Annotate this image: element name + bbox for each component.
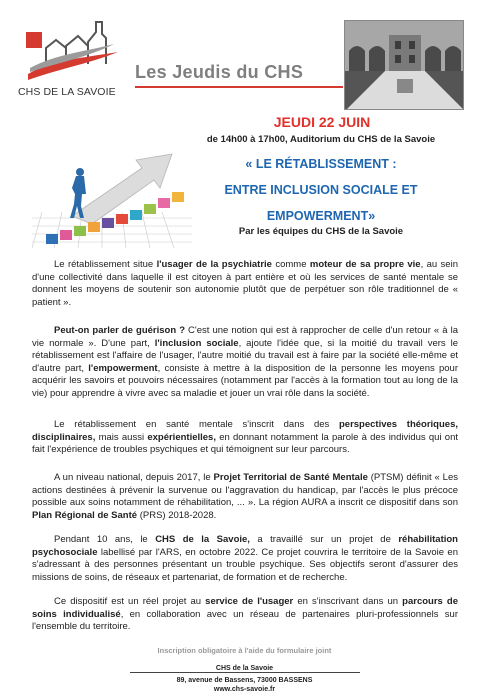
- footer-address-block: [0, 676, 489, 694]
- paragraph-1: [32, 259, 458, 309]
- emphasis-text: Projet Territorial de Santé Mentale: [213, 472, 368, 483]
- emphasis-text: service de l'usager: [205, 596, 294, 607]
- emphasis-text: CHS de la Savoie,: [155, 534, 250, 545]
- emphasis-text: l'inclusion sociale: [154, 337, 239, 349]
- footer-org: CHS de la Savoie: [215, 665, 274, 672]
- event-time-place: de 14h00 à 17h00, Auditorium du CHS de la Savoie: [206, 134, 436, 145]
- emphasis-text: Plan Régional de Santé: [32, 509, 138, 521]
- event-date: JEUDI 22 JUIN: [273, 114, 371, 130]
- body-text: Ce dispositif est un réel projet au: [54, 596, 206, 607]
- body-text: A un niveau national, depuis 2017, le: [54, 472, 214, 483]
- org-name: CHS DE LA SAVOIE: [18, 86, 116, 98]
- page-title: Les Jeudis du CHS: [135, 62, 304, 82]
- body-text: mais aussi: [95, 431, 148, 443]
- paragraph-6: [32, 596, 458, 634]
- footer-website-link[interactable]: www.chs-savoie.fr: [213, 686, 276, 693]
- paragraph-3: [32, 419, 458, 457]
- emphasis-text: expérientielles,: [147, 431, 216, 443]
- footer-address: 89, avenue de Bassens, 73000 BASSENS: [176, 677, 313, 684]
- building-courtyard-icon: [345, 21, 464, 110]
- emphasis-text: l'empowerment: [88, 362, 158, 374]
- emphasis-text: moteur de sa propre vie: [309, 259, 421, 270]
- body-text: , au sein d'une collectivité dans laquelle il est citoyen à part entière et où les services de santé mentale se donnent les moyens de soutenir son autonomie plutôt que de perpétuer son rôle traditionnel de « patient ».: [32, 259, 458, 308]
- chs-logo-icon: [22, 18, 122, 84]
- body-text: (PRS) 2018-2028.: [137, 509, 217, 521]
- body-text: Pendant 10 ans, le: [54, 534, 156, 545]
- chs-logo: [18, 18, 122, 102]
- paragraph-2: [32, 325, 458, 401]
- body-text: comme: [271, 259, 310, 270]
- body-text: Le rétablissement situe: [54, 259, 157, 270]
- body-text: C'est une notion qui est à rapprocher de celle d'un retour « à la vie normale ». D'une part,: [32, 325, 459, 349]
- event-title: [166, 151, 476, 229]
- building-courtyard-photo: [344, 20, 464, 110]
- body-text: labellisé par l'ARS, en octobre 2022. Ce projet couvrira le territoire de la Savoie en s'adressant à des personnes présentant un trouble psychique. Ses objectifs seront d'assurer des missions de soins, de réseaux et partenariat, de formation et de recherche.: [32, 546, 458, 583]
- emphasis-text: Peut-on parler de guérison ?: [54, 325, 185, 336]
- emphasis-text: l'usager de la psychiatrie: [156, 259, 272, 270]
- paragraph-4: [32, 472, 458, 522]
- event-title-line: ENTRE INCLUSION SOCIALE ET: [224, 183, 418, 197]
- body-text: Le rétablissement en santé mentale s'inscrit dans des: [54, 419, 339, 430]
- body-text: en s'inscrivant dans un: [293, 596, 403, 607]
- body-text: a travaillé sur un projet de: [249, 534, 399, 545]
- emphasis-text: réhabilitation psychosociale: [32, 534, 458, 558]
- paragraph-5: [32, 534, 458, 584]
- footer-divider: [130, 672, 360, 673]
- event-organizers: Par les équipes du CHS de la Savoie: [238, 226, 404, 237]
- event-title-line: « LE RÉTABLISSEMENT :: [245, 157, 397, 171]
- title-underline: [135, 86, 343, 88]
- body-text: , ajoute l'idée que, si la moitié du travail vers le rétablissement est l'affaire de l'usager, l'autre moitié du travail est à faire par la société elle-même et d'autre part,: [32, 337, 459, 374]
- registration-note: Inscription obligatoire à l'aide du formulaire joint: [157, 646, 332, 655]
- event-title-line: EMPOWERMENT»: [266, 209, 376, 223]
- body-text: en donnant notamment la parole à des individus qui ont fait l'expérience de troubles psychiques et qui témoignent sur leur parcours.: [32, 431, 459, 456]
- emphasis-text: parcours de soins individualisé: [32, 596, 458, 620]
- emphasis-text: perspectives théoriques, disciplinaires,: [32, 419, 458, 443]
- body-text: (PTSM) définit « Les actions destinées à prévenir la survenue ou l'aggravation du handicap, par l'accès le plus précoce possible aux soins notamment de réhabilitation, ... ». La région AURA a inscrit ce dispositif dans son: [32, 472, 458, 509]
- body-text: , en collaboration avec un réseau de partenaires pluri-professionnels sur l'ensemble du territoire.: [32, 608, 458, 633]
- puzzle-stairs-illustration: [32, 148, 192, 248]
- body-text: , consiste à mettre à la disposition de la personne les moyens pour acquérir les savoirs et pouvoirs nécessaires (notamment par l'accès à la formation tout au long de la vie) pour apprendre à vivre avec sa maladie et jouer un vrai rôle dans la société.: [32, 362, 459, 399]
